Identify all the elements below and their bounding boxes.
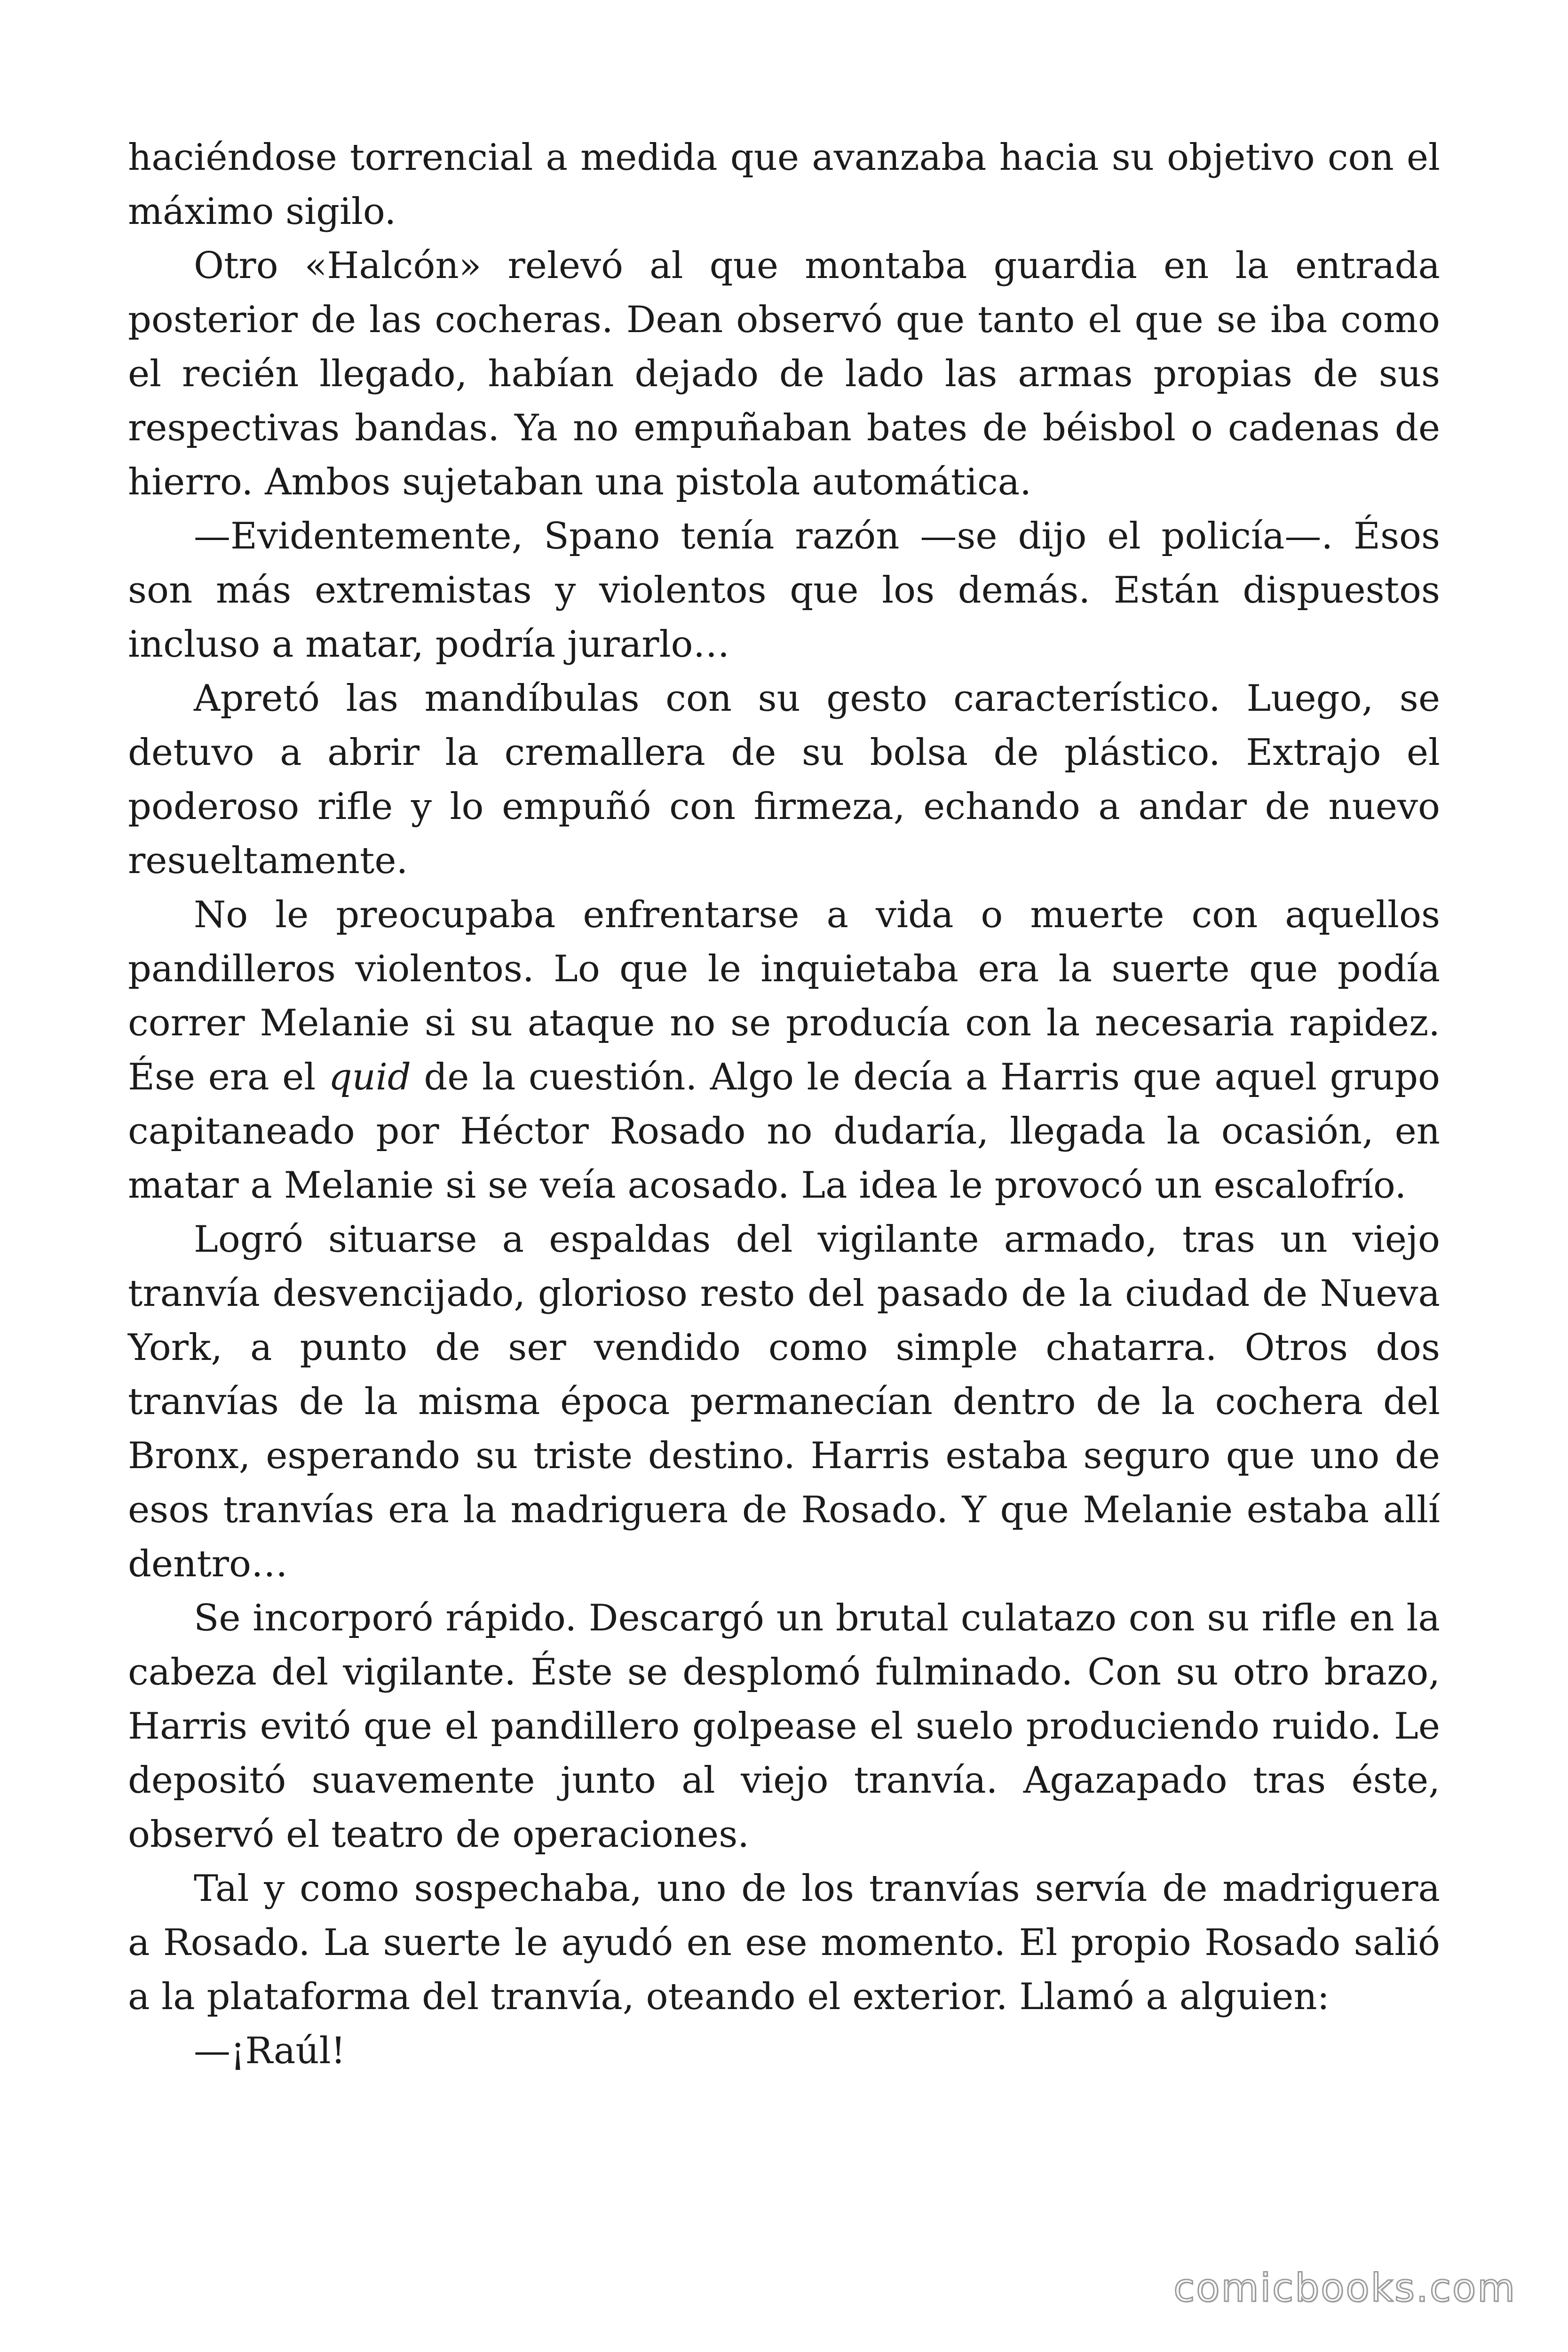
watermark: comicbooks.com bbox=[1173, 2266, 1516, 2311]
paragraph: —Evidentemente, Spano tenía razón —se dijo el policía—. Ésos son más extremistas y violentos que los demás. Están dispuestos incluso a matar, podría jurarlo… bbox=[128, 515, 1440, 666]
paragraph: Apretó las mandíbulas con su gesto característico. Luego, se detuvo a abrir la cremallera de su bolsa de plástico. Extrajo el poderoso rifle y lo empuñó con firmeza, echando a andar de nuevo resueltamente. bbox=[128, 677, 1440, 882]
paragraph-text: de la cuestión. Algo le decía a Harris que aquel grupo capitaneado por Héctor Rosado no dudaría, llegada la ocasión, en matar a Melanie si se veía acosado. La idea le provocó un escalofrío. bbox=[128, 1056, 1440, 1207]
paragraph: Se incorporó rápido. Descargó un brutal culatazo con su rifle en la cabeza del vigilante. Éste se desplomó fulminado. Con su otro brazo, Harris evitó que el pandillero golpease el suelo produciendo ruido. Le depositó suavemente junto al viejo tranvía. Agazapado tras éste, observó el teatro de operaciones. bbox=[128, 1597, 1440, 1856]
paragraph: Otro «Halcón» relevó al que montaba guardia en la entrada posterior de las cocheras. Dean observó que tanto el que se iba como el recién llegado, habían dejado de lado las armas propias de sus respectivas bandas. Ya no empuñaban bates de béisbol o cadenas de hierro. Ambos sujetaban una pistola automática. bbox=[128, 245, 1440, 503]
body-text bbox=[128, 131, 1440, 2078]
paragraph: Logró situarse a espaldas del vigilante armado, tras un viejo tranvía desvencijado, glorioso resto del pasado de la ciudad de Nueva York, a punto de ser vendido como simple chatarra. Otros dos tranvías de la misma época permanecían dentro de la cochera del Bronx, esperando su triste destino. Harris estaba seguro que uno de esos tranvías era la madriguera de Rosado. Y que Melanie estaba allí dentro… bbox=[128, 1218, 1440, 1585]
paragraph-text: No le preocupaba enfrentarse a vida o muerte con aquellos pandilleros violentos. Lo que le inquietaba era la suerte que podía correr Melanie si su ataque no se producía con la necesaria rapidez. Ése era el bbox=[128, 894, 1440, 1098]
emphasized-word: quid bbox=[328, 1056, 411, 1098]
paragraph: Tal y como sospechaba, uno de los tranvías servía de madriguera a Rosado. La suerte le ayudó en ese momento. El propio Rosado salió a la plataforma del tranvía, oteando el exterior. Llamó a alguien: bbox=[128, 1867, 1440, 2018]
paragraph: haciéndose torrencial a medida que avanzaba hacia su objetivo con el máximo sigilo. bbox=[128, 136, 1440, 233]
paragraph bbox=[128, 888, 1440, 1213]
paragraph: —¡Raúl! bbox=[194, 2030, 346, 2072]
